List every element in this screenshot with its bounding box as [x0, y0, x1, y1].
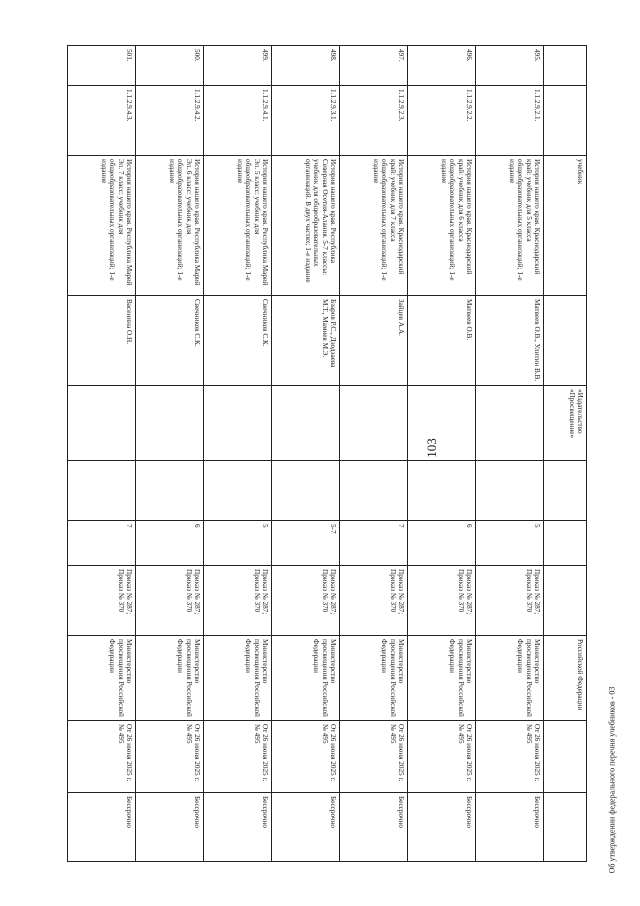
validity-term: Бессрочно: [340, 793, 408, 862]
row-number: 498.: [272, 46, 340, 86]
empty-cell: [340, 461, 408, 521]
header-cell: учебник: [544, 156, 587, 296]
header-cell: [544, 46, 587, 86]
empty-cell: [68, 461, 136, 521]
validity-term: Бессрочно: [476, 793, 544, 862]
ministry: Министерство просвещения Российской Федерации: [204, 636, 272, 721]
header-cell: [544, 461, 587, 521]
textbook-authors: Свечников С.К.: [136, 296, 204, 386]
approval-date: От 26 июня 2025 г. № 495: [272, 721, 340, 793]
header-cell: [544, 86, 587, 156]
approval-date: От 26 июня 2025 г. № 495: [204, 721, 272, 793]
table-row: [204, 46, 272, 862]
table-row: [340, 46, 408, 862]
textbook-title: История нашего края. Краснодарский край: учебник для 5 класса общеобразовательных организаций; 1-е издание: [476, 156, 544, 296]
validity-term: Бессрочно: [68, 793, 136, 862]
textbook-title: История нашего края. Республика Марий Эл. 6 класс: учебник для общеобразовательных организаций; 1-е издание: [136, 156, 204, 296]
order-ref: Приказ № 287; Приказ № 370: [136, 566, 204, 636]
textbook-authors: Бзаров Р.С., Дзодзаева М.Т., Мамиев М.Э.: [272, 296, 340, 386]
textbook-code: 1.1.2.9.2.3.: [340, 86, 408, 156]
document-footer: Об утверждении федерального перечня учебников - 03: [607, 686, 617, 874]
empty-cell: [204, 461, 272, 521]
row-number: 497.: [340, 46, 408, 86]
approval-date: От 26 июня 2025 г. № 495: [68, 721, 136, 793]
publisher: [476, 386, 544, 461]
page-number: 103: [424, 438, 439, 458]
table-row: [136, 46, 204, 862]
publisher: [204, 386, 272, 461]
textbook-table-container: [75, 45, 587, 861]
textbook-authors: Зайцев А.А.: [340, 296, 408, 386]
row-number: 496.: [408, 46, 476, 86]
grade: 7: [68, 521, 136, 566]
order-ref: Приказ № 287; Приказ № 370: [408, 566, 476, 636]
publisher: [408, 386, 476, 461]
textbook-table: [67, 45, 587, 862]
textbook-title: История нашего края. Республика Северная Осетия-Алания. 5-7 классы: учебник для общеобразовательных организаций. В двух частях; 1-е издание: [272, 156, 340, 296]
order-ref: Приказ № 287; Приказ № 370: [476, 566, 544, 636]
validity-term: Бессрочно: [272, 793, 340, 862]
header-cell: [544, 793, 587, 862]
textbook-title: История нашего края. Краснодарский край: учебник для 6 класса общеобразовательных организаций; 1-е издание: [408, 156, 476, 296]
table-row: [68, 46, 136, 862]
textbook-code: 1.1.2.9.3.1.: [272, 86, 340, 156]
textbook-title: История нашего края. Республика Марий Эл. 7 класс: учебник для общеобразовательных организаций; 1-е издание: [68, 156, 136, 296]
grade: 7: [340, 521, 408, 566]
validity-term: Бессрочно: [408, 793, 476, 862]
publisher: [340, 386, 408, 461]
table-row: [408, 46, 476, 862]
ministry: Министерство просвещения Российской Федерации: [136, 636, 204, 721]
validity-term: Бессрочно: [136, 793, 204, 862]
grade: 5-7: [272, 521, 340, 566]
textbook-authors: Свечников С.К.: [204, 296, 272, 386]
publisher: [272, 386, 340, 461]
empty-cell: [476, 461, 544, 521]
approval-date: От 26 июня 2025 г. № 495: [476, 721, 544, 793]
ministry: Министерство просвещения Российской Федерации: [340, 636, 408, 721]
textbook-authors: Матвеев О.В., Улитин В.В.: [476, 296, 544, 386]
publisher: [136, 386, 204, 461]
header-cell: [544, 296, 587, 386]
order-ref: Приказ № 287; Приказ № 370: [68, 566, 136, 636]
textbook-authors: Матвеев О.В.: [408, 296, 476, 386]
ministry: Министерство просвещения Российской Федерации: [68, 636, 136, 721]
publisher: [68, 386, 136, 461]
textbook-code: 1.1.2.9.2.2.: [408, 86, 476, 156]
table-row: [272, 46, 340, 862]
ministry: Министерство просвещения Российской Федерации: [408, 636, 476, 721]
ministry: Министерство просвещения Российской Федерации: [476, 636, 544, 721]
order-ref: Приказ № 287; Приказ № 370: [272, 566, 340, 636]
order-ref: Приказ № 287; Приказ № 370: [204, 566, 272, 636]
empty-cell: [136, 461, 204, 521]
textbook-code: 1.1.2.9.4.1.: [204, 86, 272, 156]
row-number: 499.: [204, 46, 272, 86]
empty-cell: [408, 461, 476, 521]
textbook-code: 1.1.2.9.2.1.: [476, 86, 544, 156]
grade: 6: [136, 521, 204, 566]
table-header-row: [544, 46, 587, 862]
grade: 6: [408, 521, 476, 566]
header-cell: [544, 566, 587, 636]
row-number: 495.: [476, 46, 544, 86]
textbook-authors: Васенина О.Н.: [68, 296, 136, 386]
row-number: 501.: [68, 46, 136, 86]
approval-date: От 26 июня 2025 г. № 495: [408, 721, 476, 793]
empty-cell: [272, 461, 340, 521]
order-ref: Приказ № 287; Приказ № 370: [340, 566, 408, 636]
approval-date: От 26 июня 2025 г. № 495: [340, 721, 408, 793]
textbook-code: 1.1.2.9.4.2.: [136, 86, 204, 156]
header-cell: [544, 521, 587, 566]
validity-term: Бессрочно: [204, 793, 272, 862]
textbook-code: 1.1.2.9.4.3.: [68, 86, 136, 156]
grade: 5: [204, 521, 272, 566]
approval-date: От 26 июня 2025 г. № 495: [136, 721, 204, 793]
table-row: [476, 46, 544, 862]
header-cell: [544, 721, 587, 793]
header-cell: «Издательство «Просвещение»: [544, 386, 587, 461]
grade: 5: [476, 521, 544, 566]
textbook-title: История нашего края. Краснодарский край: учебник для 7 класса общеобразовательных организаций; 1-е издание: [340, 156, 408, 296]
textbook-title: История нашего края. Республика Марий Эл. 5 класс: учебник для общеобразовательных организаций; 1-е издание: [204, 156, 272, 296]
ministry: Министерство просвещения Российской Федерации: [272, 636, 340, 721]
row-number: 500.: [136, 46, 204, 86]
header-cell: Российской Федерации: [544, 636, 587, 721]
